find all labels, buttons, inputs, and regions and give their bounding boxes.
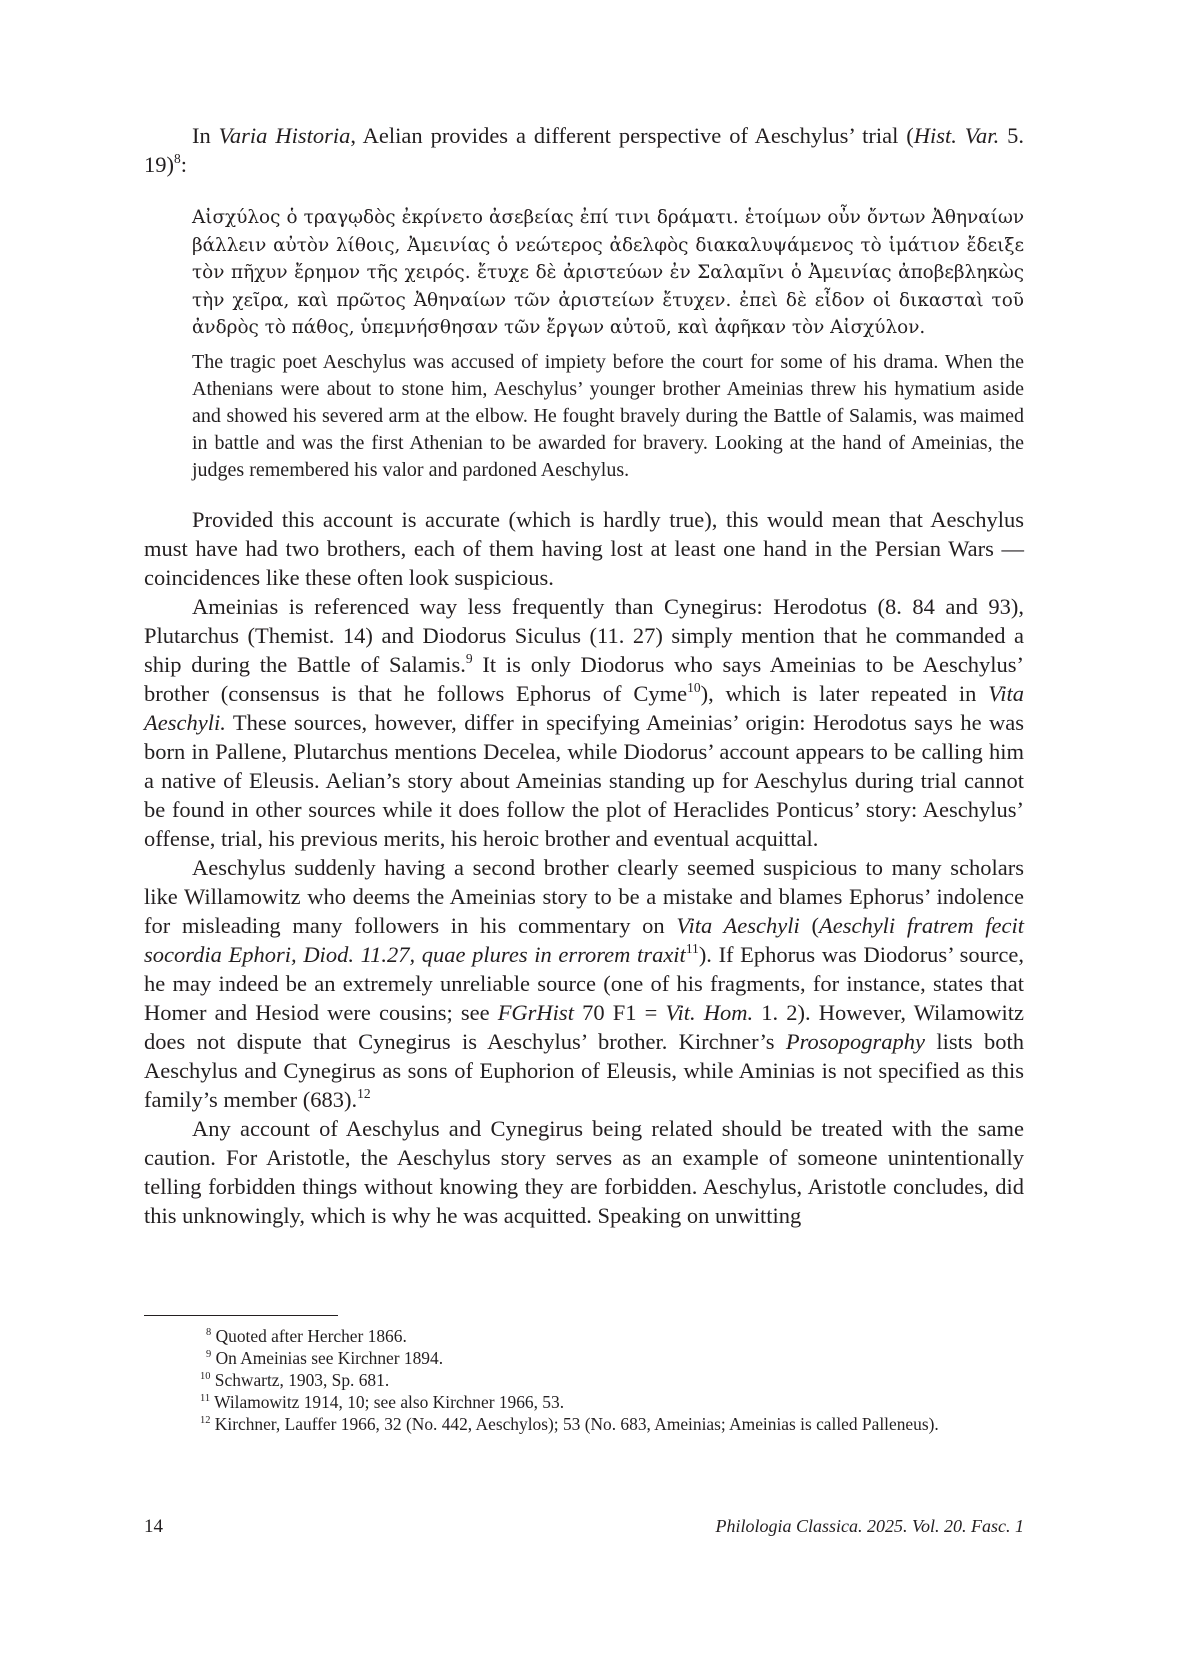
footnote-11: [144, 1392, 1024, 1414]
greek-quote: Αἰσχύλος ὁ τραγῳδὸς ἐκρίνετο ἀσεβείας ἐπί τινι δράματι. ἑτοίμων οὖν ὄντων Ἀθηναίων βάλλειν αὐτὸν λίθοις, Ἀμεινίας ὁ νεώτερος ἀδελφὸς διακαλυψάμενος τὸ ἱμάτιον ἔδειξε τὸν πῆχυν ἔρημον τῆς χειρός. ἔτυχε δὲ ἀριστεύων ἐν Σαλαμῖνι ὁ Ἀμεινίας ἀποβεβληκὼς τὴν χεῖρα, καὶ πρῶτος Ἀθηναίων τῶν ἀριστείων ἔτυχεν. ἐπεὶ δὲ εἶδον οἱ δικασταὶ τοῦ ἀνδρὸς τὸ πάθος, ὑπεμνήσθησαν τῶν ἔργων αὐτοῦ, καὶ ἀφῆκαν τὸν Αἰσχύλον.: [192, 207, 1024, 338]
paragraph-3-prosopography: Prosopography: [785, 1029, 926, 1054]
footnote-9: [144, 1348, 1024, 1370]
footnote-text: Schwartz, 1903, Sp. 681.: [214, 1370, 390, 1390]
footnote-8: [144, 1326, 1024, 1348]
paragraph-3-text-1: Aeschylus suddenly having a second brother clearly seemed suspicious to many scholars like Willamowitz who deems the Ameinias story to be a mistake and blames Ephorus’ indolence for misleading many followers in his commentary on: [144, 855, 1024, 938]
footnote-ref-12[interactable]: 12: [357, 1086, 371, 1102]
intro-work-title: Varia Historia: [218, 123, 351, 148]
footnote-ref-9[interactable]: 9: [465, 651, 473, 667]
footnote-text: Quoted after Hercher 1866.: [215, 1326, 407, 1346]
footnote-number: 10: [200, 1371, 211, 1383]
footnote-10: [144, 1370, 1024, 1392]
intro-text-3: 5. 19): [144, 123, 1024, 177]
paragraph-2-work-title: Vita Aeschyli.: [144, 681, 1025, 735]
paragraph-2: [144, 592, 1024, 853]
paragraph-4-text: Any account of Aeschylus and Cynegirus being related should be treated with the same caution. For Aristotle, the Aeschylus story serves as an example of someone unintentionally telling forbidden things without knowing they are forbidden. Aeschylus, Aristotle concludes, did this unknowingly, which is why he was acquitted. Speaking on unwitting: [144, 1116, 1024, 1228]
footnote-ref-10[interactable]: 10: [687, 680, 701, 696]
paragraph-3-fgrhist: FGrHist: [497, 1000, 574, 1025]
paragraph-1-text: Provided this account is accurate (which is hardly true), this would mean that Aeschylus must have had two brothers, each of them having lost at least one hand in the Persian Wars — coincidences like these often look suspicious.: [144, 507, 1024, 590]
paragraph-3-text-3: ). If Ephorus was Diodorus’ source, he may indeed be an extremely unreliable source (one of his fragments, for instance, states that Homer and Hesiod were cousins; see: [144, 942, 1024, 1025]
footnote-number: 11: [200, 1393, 211, 1405]
paragraph-3-text-2: (: [799, 913, 819, 938]
english-quote: The tragic poet Aeschylus was accused of impiety before the court for some of his drama. When the Athenians were about to stone him, Aeschylus’ younger brother Ameinias threw his hymatium aside and showed his severed arm at the elbow. He fought bravely during the Battle of Salamis, was maimed in battle and was the first Athenian to be awarded for bravery. Looking at the hand of Ameinias, the judges remembered his valor and pardoned Aeschylus.: [192, 351, 1024, 481]
paragraph-1: [144, 505, 1024, 592]
footnote-number: 8: [206, 1327, 212, 1339]
page-number: 14: [144, 1516, 163, 1537]
paragraph-3-text-4: 70 F1 =: [573, 1000, 666, 1025]
footnote-ref-8[interactable]: 8: [174, 151, 181, 167]
footnote-text: On Ameinias see Kirchner 1894.: [215, 1348, 444, 1368]
paragraph-2-text-2: It is only Diodorus who says Ameinias to be Aeschylus’ brother (consensus is that he follows Ephorus of Cyme: [144, 652, 1024, 706]
intro-text-4: :: [180, 152, 188, 177]
intro-citation: Hist. Var.: [913, 123, 1000, 148]
footnote-separator: [144, 1315, 338, 1316]
paragraph-2-text-1: Ameinias is referenced way less frequently than Cynegirus: Herodotus (8. 84 and 93), Plutarchus (Themist. 14) and Diodorus Siculus (11. 27) simply mention that he commanded a ship during the Battle of Salamis.: [144, 594, 1024, 677]
paragraph-3-vit-hom: Vit. Hom.: [665, 1000, 754, 1025]
paragraph-3-text-5: 1. 2). However, Wilamowitz does not dispute that Cynegirus is Aeschylus’ brother. Kirchner’s: [144, 1000, 1025, 1054]
footnote-ref-11[interactable]: 11: [685, 941, 699, 957]
paragraph-3-text-6: lists both Aeschylus and Cynegirus as sons of Euphorion of Eleusis, while Aminias is not specified as this family’s member (683).: [144, 1029, 1024, 1112]
paragraph-3: [144, 853, 1024, 1114]
intro-text-1: In: [192, 123, 219, 148]
running-title: Philologia Classica. 2025. Vol. 20. Fasc. 1: [715, 1516, 1024, 1536]
intro-text-2: , Aelian provides a different perspective of Aeschylus’ trial (: [350, 123, 914, 148]
footnote-12: [144, 1414, 1024, 1436]
paragraph-3-work-title: Vita Aeschyli: [676, 913, 800, 938]
paragraph-3-latin-quote: Aeschyli fratrem fecit socordia Ephori, Diod. 11.27, quae plures in errorem traxit: [144, 913, 1025, 967]
footnote-text: Kirchner, Lauffer 1966, 32 (No. 442, Aeschylos); 53 (No. 683, Ameinias; Ameinias is called Palleneus).: [214, 1414, 939, 1434]
paragraph-4: [144, 1114, 1024, 1230]
footnote-number: 9: [206, 1349, 212, 1361]
paragraph-2-text-4: These sources, however, differ in specifying Ameinias’ origin: Herodotus says he was born in Pallene, Plutarchus mentions Decelea, while Diodorus’ account appears to be calling him a native of Eleusis. Aelian’s story about Ameinias standing up for Aeschylus during trial cannot be found in other sources while it does follow the plot of Heraclides Ponticus’ story: Aeschylus’ offense, trial, his previous merits, his heroic brother and eventual acquittal.: [144, 710, 1024, 851]
paragraph-2-text-3: ), which is later repeated in: [700, 681, 989, 706]
footnote-text: Wilamowitz 1914, 10; see also Kirchner 1966, 53.: [214, 1392, 565, 1412]
footnote-number: 12: [200, 1415, 211, 1427]
intro-paragraph: [144, 121, 1024, 179]
